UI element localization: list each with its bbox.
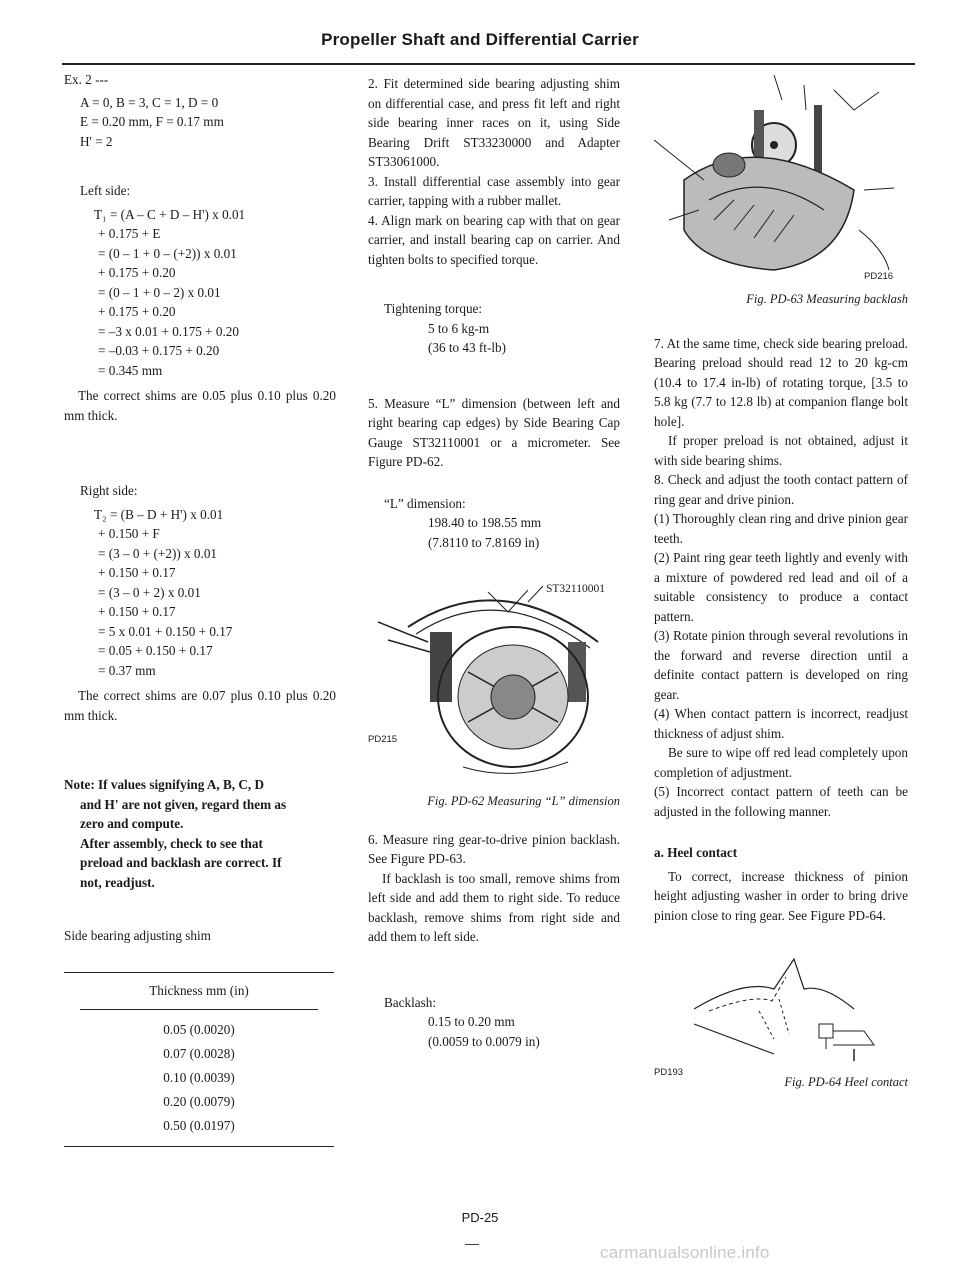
substep-4-detail: Be sure to wipe off red lead completely upon completion of adjustment. <box>654 745 908 780</box>
figure-caption: Fig. PD-64 Heel contact <box>784 1075 908 1089</box>
step-6: 6. Measure ring gear-to-drive pinion backlash. See Figure PD-63. <box>368 831 620 866</box>
backlash-label: Backlash: <box>384 994 437 1010</box>
right-side-label: Right side: <box>80 483 138 498</box>
left-side-label: Left side: <box>80 183 131 198</box>
figure-code: PD216 <box>864 271 894 282</box>
calc-line: T₂ = (B – D + H') x 0.01 <box>94 506 224 522</box>
l-dimension-value: (7.8110 to 7.8169 in) <box>428 534 540 550</box>
table-row: 0.07 (0.0028) <box>163 1045 235 1061</box>
calc-line: = 5 x 0.01 + 0.150 + 0.17 <box>98 623 233 639</box>
dial-indicator-illustration <box>654 70 908 290</box>
note-line: not, readjust. <box>80 874 155 890</box>
calc-line: + 0.150 + 0.17 <box>98 565 176 580</box>
calc-line: + 0.150 + F <box>98 526 160 541</box>
calc-line: + 0.175 + 0.20 <box>98 265 176 280</box>
torque-value: 5 to 6 kg-m <box>428 320 490 336</box>
table-row: 0.50 (0.0197) <box>163 1117 235 1133</box>
table-row: 0.05 (0.0020) <box>163 1021 235 1037</box>
footer-mark <box>465 1244 479 1245</box>
calc-line: + 0.175 + 0.20 <box>98 304 176 319</box>
calc-line: = (0 – 1 + 0 – 2) x 0.01 <box>98 284 221 300</box>
figure-pd64 <box>654 949 908 1079</box>
substep-5: (5) Incorrect contact pattern of teeth can be adjusted in the following manner. <box>654 784 908 819</box>
note-line: preload and backlash are correct. If <box>80 855 282 870</box>
header-rule <box>62 63 915 65</box>
calc-line: = –3 x 0.01 + 0.175 + 0.20 <box>98 323 239 339</box>
torque-value: (36 to 43 ft-lb) <box>428 340 507 355</box>
torque-label: Tightening torque: <box>384 301 483 316</box>
heel-contact-text: To correct, increase thickness of pinion height adjusting washer in order to bring drive pinion close to ring gear. See Figure PD-64. <box>654 868 908 923</box>
calc-line: = 0.345 mm <box>98 362 163 378</box>
calc-line: = –0.03 + 0.175 + 0.20 <box>98 343 220 358</box>
calc-line: = 0.37 mm <box>98 662 156 678</box>
calc-line: + 0.150 + 0.17 <box>98 604 176 619</box>
tool-label: ST32110001 <box>546 583 605 595</box>
substep-4: (4) When contact pattern is incorrect, readjust thickness of adjust shim. <box>654 706 908 741</box>
step-7: 7. At the same time, check side bearing preload. Bearing preload should read 12 to 20 kg-cm (10.4 to 17.4 in-lb) of rotating torque, [3.5 to 5.8 kg (7.7 to 12.8 lb) at companion flange bolt hole]. <box>654 335 908 429</box>
figure-caption: Fig. PD-63 Measuring backlash <box>746 292 908 306</box>
example-line: H' = 2 <box>80 133 113 149</box>
note-block <box>64 775 336 892</box>
step-4: 4. Align mark on bearing cap with that on gear carrier, and install bearing cap on carrier. And tighten bolts to specified torque. <box>368 212 620 267</box>
calc-line: = (3 – 0 + (+2)) x 0.01 <box>98 545 218 561</box>
substep-1: (1) Thoroughly clean ring and drive pinion gear teeth. <box>654 511 908 546</box>
shim-table <box>64 972 334 1147</box>
calc-line: = 0.05 + 0.150 + 0.17 <box>98 643 213 658</box>
table-row: 0.10 (0.0039) <box>163 1069 235 1085</box>
bearing-cap-gauge-illustration <box>368 572 620 782</box>
column-left <box>64 70 336 1147</box>
calc-line: = (0 – 1 + 0 – (+2)) x 0.01 <box>98 245 237 261</box>
backlash-value: 0.15 to 0.20 mm <box>428 1014 515 1029</box>
note-line: and H' are not given, regard them as <box>80 796 287 812</box>
substep-3: (3) Rotate pinion through several revolutions in the forward and reverse direction until a definite contact pattern is developed on ring gear. <box>654 628 908 702</box>
heel-contact-title: a. Heel contact <box>654 845 738 860</box>
l-dimension-value: 198.40 to 198.55 mm <box>428 515 542 530</box>
table-row: 0.20 (0.0079) <box>163 1093 235 1109</box>
calc-line: = (3 – 0 + 2) x 0.01 <box>98 584 201 600</box>
substep-2: (2) Paint ring gear teeth lightly and evenly with a mixture of powdered red lead and oil of a suitable consistency to produce a contact pattern. <box>654 550 908 624</box>
l-dimension-label: “L” dimension: <box>384 495 466 511</box>
note-line: After assembly, check to see that <box>80 835 263 851</box>
page-number: PD-25 <box>461 1210 499 1225</box>
calc-line: + 0.175 + E <box>98 226 161 241</box>
table-header: Thickness mm (in) <box>149 982 249 998</box>
figure-caption: Fig. PD-62 Measuring “L” dimension <box>427 794 620 808</box>
column-middle <box>368 70 620 1051</box>
example-line: E = 0.20 mm, F = 0.17 mm <box>80 114 224 129</box>
note-line: Note: If values signifying A, B, C, D <box>64 777 265 792</box>
example-label: Ex. 2 --- <box>64 72 109 87</box>
example-line: A = 0, B = 3, C = 1, D = 0 <box>80 94 219 110</box>
heel-contact-illustration <box>654 949 908 1079</box>
backlash-value: (0.0059 to 0.0079 in) <box>428 1033 540 1049</box>
figure-code: PD193 <box>654 1067 684 1078</box>
step-2: 2. Fit determined side bearing adjusting shim on differential case, and press fit left and right side bearing inner races on it, using Side Bearing Drift ST33230000 and Adapter ST33061000. <box>368 76 620 169</box>
figure-pd63 <box>654 70 908 290</box>
calc-line: T₁ = (A – C + D – H') x 0.01 <box>94 206 246 222</box>
figure-pd62 <box>368 572 620 782</box>
watermark: carmanualsonline.info <box>600 1243 770 1262</box>
figure-code: PD215 <box>368 734 398 745</box>
note-line: zero and compute. <box>80 816 184 831</box>
step-3: 3. Install differential case assembly into gear carrier, tapping with a rubber mallet. <box>368 173 620 208</box>
step-7-detail: If proper preload is not obtained, adjust it with side bearing shims. <box>654 433 908 468</box>
column-right <box>654 70 908 1093</box>
table-title: Side bearing adjusting shim <box>64 928 211 943</box>
step-6-detail: If backlash is too small, remove shims from left side and add them to right side. To reduce backlash, remove shims from right side and add them to left side. <box>368 870 620 944</box>
left-result: The correct shims are 0.05 plus 0.10 plus 0.20 mm thick. <box>64 388 336 423</box>
page-header: Propeller Shaft and Differential Carrier <box>321 30 639 49</box>
step-8: 8. Check and adjust the tooth contact pattern of ring gear and drive pinion. <box>654 472 908 507</box>
right-result: The correct shims are 0.07 plus 0.10 plus 0.20 mm thick. <box>64 688 336 723</box>
step-5: 5. Measure “L” dimension (between left and right bearing cap edges) by Side Bearing Cap Gauge ST32110001 or a micrometer. See Figure PD-62. <box>368 395 620 469</box>
